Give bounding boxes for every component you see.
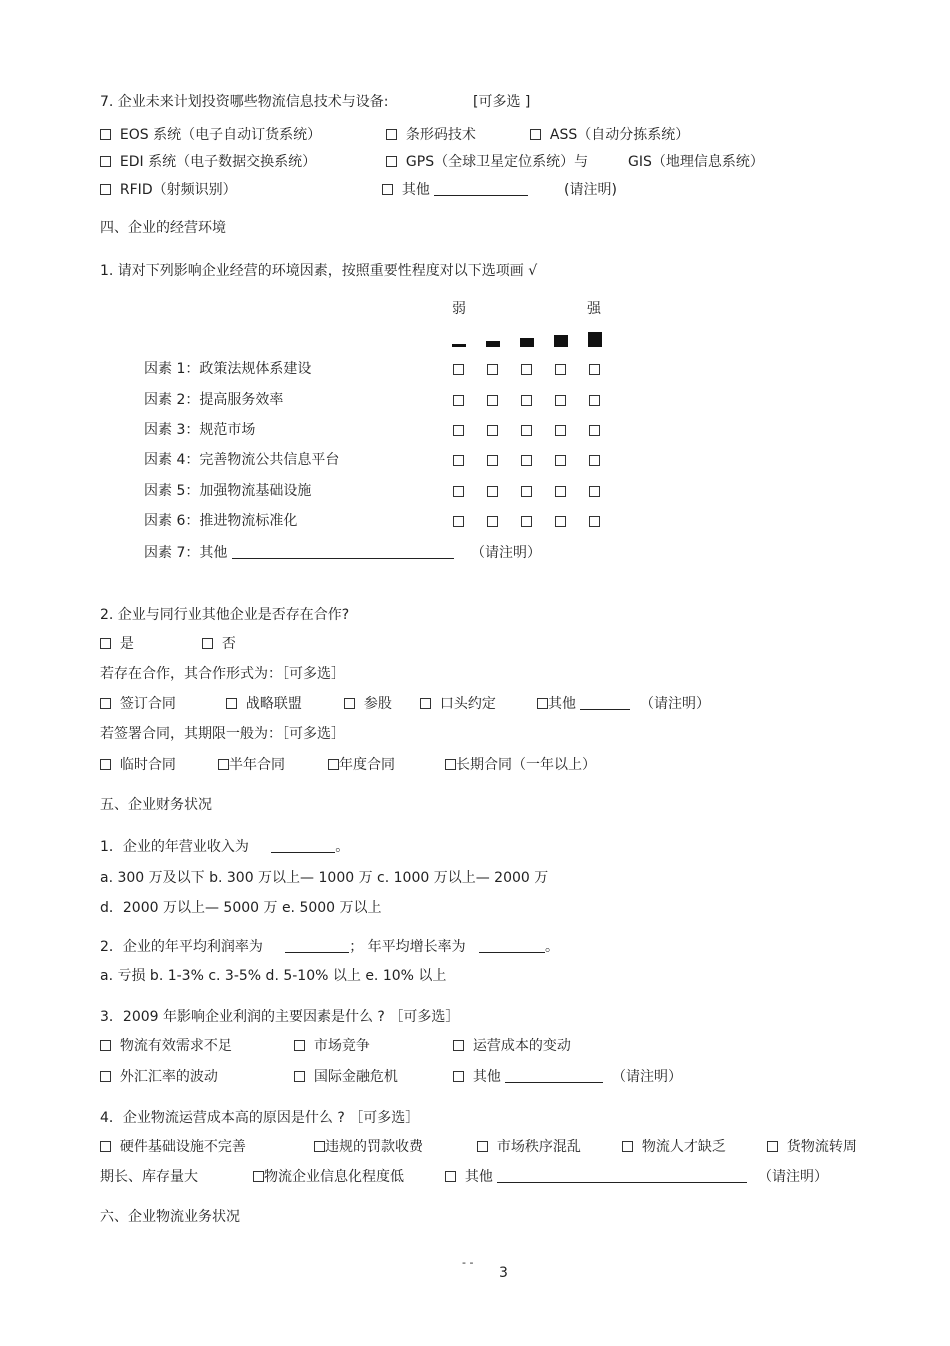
q3-option-1[interactable]: 物流有效需求不足 <box>100 1037 232 1055</box>
scale-level-5-icon <box>588 332 602 347</box>
form-contract[interactable]: 签订合同 <box>100 695 176 713</box>
profit-options-line: a. 亏损 b. 1-3% c. 3-5% d. 5-10% 以上 e. 10% 以上 <box>100 968 447 984</box>
factor-1-label: 因素 1：政策法规体系建设 <box>144 361 312 377</box>
factor-3-rating-5[interactable] <box>589 425 600 436</box>
revenue-options-line1: a. 300 万及以下 b. 300 万以上— 1000 万 c. 1000 万以上— 2000 万 <box>100 870 549 886</box>
q3-note: （请注明） <box>612 1069 682 1085</box>
factor-1-rating-3[interactable] <box>521 364 532 375</box>
form-other-blank[interactable] <box>580 695 630 710</box>
factor-5-rating-3[interactable] <box>521 486 532 497</box>
contract-term-title: 若签署合同，其期限一般为：［可多选］ <box>100 726 345 742</box>
s4-q1-title: 1. 请对下列影响企业经营的环境因素，按照重要性程度对以下选项画 √ <box>100 263 538 279</box>
q7-option-edi[interactable]: EDI 系统（电子数据交换系统） <box>100 153 316 171</box>
checkbox[interactable] <box>314 1141 325 1152</box>
factor-4-rating-5[interactable] <box>589 455 600 466</box>
q3-option-4[interactable]: 外汇汇率的波动 <box>100 1068 218 1086</box>
factor-7-other: 因素 7：其他 <box>144 544 454 562</box>
revenue-options-line2: d．2000 万以上— 5000 万 e. 5000 万以上 <box>100 900 382 916</box>
factor-1-rating-1[interactable] <box>453 364 464 375</box>
factor-4-rating-4[interactable] <box>555 455 566 466</box>
checkbox[interactable] <box>445 1171 456 1182</box>
factor-4-rating-3[interactable] <box>521 455 532 466</box>
q7-option-other[interactable]: 其他 <box>382 181 528 199</box>
factor-2-rating-3[interactable] <box>521 395 532 406</box>
q7-option-gps[interactable]: GPS（全球卫星定位系统）与 <box>386 153 588 171</box>
factor-5-label: 因素 5：加强物流基础设施 <box>144 483 312 499</box>
q7-option-rfid[interactable]: RFID（射频识别） <box>100 181 237 199</box>
checkbox[interactable] <box>382 184 393 195</box>
q7-other-blank[interactable] <box>434 181 528 196</box>
factor-2-rating-4[interactable] <box>555 395 566 406</box>
checkbox[interactable] <box>386 129 397 140</box>
checkbox[interactable] <box>477 1141 488 1152</box>
factor-4-label: 因素 4：完善物流公共信息平台 <box>144 452 340 468</box>
factor-7-note: （请注明） <box>471 545 541 561</box>
form-equity[interactable]: 参股 <box>344 695 392 713</box>
scale-level-1-icon <box>452 344 466 347</box>
checkbox[interactable] <box>100 184 111 195</box>
q4-option-4[interactable]: 物流人才缺乏 <box>622 1138 726 1156</box>
q4-other-blank[interactable] <box>497 1168 747 1183</box>
q4-option-other[interactable]: 其他 <box>445 1168 747 1186</box>
factor-1-rating-2[interactable] <box>487 364 498 375</box>
checkbox[interactable] <box>767 1141 778 1152</box>
form-alliance[interactable]: 战略联盟 <box>226 695 302 713</box>
s5-q2-title: 2．企业的年平均利润率为 ； 年平均增长率为 。 <box>100 939 559 955</box>
q7-tag: [可多选 ] <box>473 94 531 110</box>
factor-4-rating-2[interactable] <box>487 455 498 466</box>
profit-rate-blank[interactable] <box>285 938 349 953</box>
section5-title: 五、企业财务状况 <box>100 797 212 813</box>
scale-level-4-icon <box>554 335 568 347</box>
checkbox[interactable] <box>537 698 548 709</box>
checkbox[interactable] <box>100 638 111 649</box>
checkbox[interactable] <box>294 1040 305 1051</box>
q3-option-other[interactable]: 其他 <box>453 1068 603 1086</box>
q4-option-1[interactable]: 硬件基础设施不完善 <box>100 1138 246 1156</box>
factor-3-rating-3[interactable] <box>521 425 532 436</box>
cooperation-yes[interactable]: 是 <box>100 635 134 653</box>
factor-5-rating-5[interactable] <box>589 486 600 497</box>
q7-option-ass[interactable]: ASS（自动分拣系统） <box>530 126 689 144</box>
form-verbal[interactable]: 口头约定 <box>420 695 496 713</box>
scale-level-2-icon <box>486 341 500 347</box>
checkbox[interactable] <box>202 638 213 649</box>
checkbox[interactable] <box>453 1071 464 1082</box>
checkbox[interactable] <box>344 698 355 709</box>
factor-2-rating-2[interactable] <box>487 395 498 406</box>
q3-option-2[interactable]: 市场竞争 <box>294 1037 370 1055</box>
s5-q3-title: 3．2009 年影响企业利润的主要因素是什么 ? ［可多选］ <box>100 1009 460 1025</box>
section4-title: 四、企业的经营环境 <box>100 220 226 236</box>
factor-3-rating-2[interactable] <box>487 425 498 436</box>
q3-other-blank[interactable] <box>505 1068 603 1083</box>
factor-5-rating-4[interactable] <box>555 486 566 497</box>
checkbox[interactable] <box>453 1040 464 1051</box>
scale-level-3-icon <box>520 338 534 347</box>
factor-3-label: 因素 3：规范市场 <box>144 422 256 438</box>
q4-option-5[interactable]: 货物流转周 <box>767 1138 857 1156</box>
factor-5-rating-1[interactable] <box>453 486 464 497</box>
q4-option-6[interactable]: 物流企业信息化程度低 <box>253 1168 404 1186</box>
form-other[interactable]: 其他 <box>537 695 630 713</box>
checkbox[interactable] <box>100 1071 111 1082</box>
checkbox[interactable] <box>100 129 111 140</box>
revenue-blank[interactable] <box>271 838 335 853</box>
checkbox[interactable] <box>622 1141 633 1152</box>
page-number: 3 <box>499 1265 508 1281</box>
growth-rate-blank[interactable] <box>479 938 545 953</box>
checkbox[interactable] <box>100 156 111 167</box>
form-note: （请注明） <box>640 696 710 712</box>
cooperation-no[interactable]: 否 <box>202 635 236 653</box>
scale-strong-label: 强 <box>587 301 601 317</box>
q3-option-3[interactable]: 运营成本的变动 <box>453 1037 571 1055</box>
checkbox[interactable] <box>100 1040 111 1051</box>
cooperation-form-title: 若存在合作，其合作形式为：［可多选］ <box>100 666 345 682</box>
checkbox[interactable] <box>328 759 339 770</box>
factor-6-rating-3[interactable] <box>521 516 532 527</box>
footer-dashes: - - <box>462 1256 474 1269</box>
s5-q1-title: 1．企业的年营业收入为 。 <box>100 839 350 855</box>
factor-2-label: 因素 2：提高服务效率 <box>144 392 284 408</box>
factor-6-rating-2[interactable] <box>487 516 498 527</box>
checkbox[interactable] <box>386 156 397 167</box>
factor-4-rating-1[interactable] <box>453 455 464 466</box>
factor-6-label: 因素 6：推进物流标准化 <box>144 513 298 529</box>
checkbox[interactable] <box>226 698 237 709</box>
q4-option-3[interactable]: 市场秩序混乱 <box>477 1138 581 1156</box>
checkbox[interactable] <box>253 1171 264 1182</box>
factor-2-rating-1[interactable] <box>453 395 464 406</box>
term-half-year[interactable]: 半年合同 <box>218 756 285 774</box>
checkbox[interactable] <box>100 698 111 709</box>
factor-1-rating-4[interactable] <box>555 364 566 375</box>
s4-q2-title: 2. 企业与同行业其他企业是否存在合作? <box>100 607 350 623</box>
q7-note: (请注明) <box>564 182 617 198</box>
term-long[interactable]: 长期合同（一年以上） <box>445 756 596 774</box>
q7-option-eos[interactable]: EOS 系统（电子自动订货系统） <box>100 126 321 144</box>
factor-1-rating-5[interactable] <box>589 364 600 375</box>
checkbox[interactable] <box>420 698 431 709</box>
factor-6-rating-5[interactable] <box>589 516 600 527</box>
factor-3-rating-1[interactable] <box>453 425 464 436</box>
q4-option-2[interactable]: 违规的罚款收费 <box>314 1138 423 1156</box>
s5-q4-title: 4．企业物流运营成本高的原因是什么 ? ［可多选］ <box>100 1110 420 1126</box>
factor-7-blank[interactable] <box>232 544 454 559</box>
term-annual[interactable]: 年度合同 <box>328 756 395 774</box>
q7-option-barcode[interactable]: 条形码技术 <box>386 126 476 144</box>
checkbox[interactable] <box>100 1141 111 1152</box>
q7-option-gis: GIS（地理信息系统） <box>628 154 764 170</box>
checkbox[interactable] <box>445 759 456 770</box>
checkbox[interactable] <box>100 759 111 770</box>
factor-5-rating-2[interactable] <box>487 486 498 497</box>
checkbox[interactable] <box>218 759 229 770</box>
section6-title: 六、企业物流业务状况 <box>100 1209 240 1225</box>
factor-2-rating-5[interactable] <box>589 395 600 406</box>
checkbox[interactable] <box>530 129 541 140</box>
scale-weak-label: 弱 <box>452 301 466 317</box>
q3-option-5[interactable]: 国际金融危机 <box>294 1068 398 1086</box>
q7-title: 7. 企业未来计划投资哪些物流信息技术与设备: <box>100 94 389 110</box>
factor-6-rating-1[interactable] <box>453 516 464 527</box>
term-temporary[interactable]: 临时合同 <box>100 756 176 774</box>
factor-3-rating-4[interactable] <box>555 425 566 436</box>
q4-note: （请注明） <box>758 1169 828 1185</box>
checkbox[interactable] <box>294 1071 305 1082</box>
q4-option-5-continued: 期长、库存量大 <box>100 1169 198 1185</box>
factor-6-rating-4[interactable] <box>555 516 566 527</box>
